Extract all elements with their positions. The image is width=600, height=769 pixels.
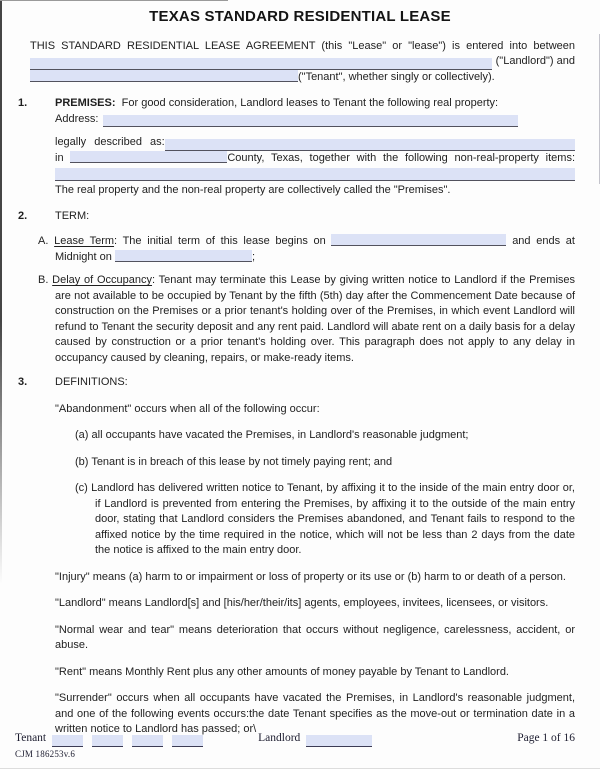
- page-number: Page 1 of 16: [517, 732, 575, 744]
- initials-line: [15, 731, 575, 747]
- section-2-number: 2.: [18, 209, 28, 222]
- tenant-name-field[interactable]: [30, 70, 298, 82]
- county-line: [55, 151, 575, 167]
- lease-term-clause: [38, 234, 575, 265]
- section-2-heading: TERM:: [55, 209, 90, 222]
- landlord-designation-text: ("Landlord") and: [495, 55, 575, 67]
- landlord-initials-label: Landlord: [258, 732, 301, 744]
- lease-term-text-4: ;: [251, 250, 255, 263]
- in-label: in: [55, 151, 64, 164]
- intro-line-2: [30, 54, 575, 70]
- definition-abandonment-intro: "Abandonment" occurs when all of the following occur:: [55, 402, 320, 415]
- clause-b-label: B.: [38, 274, 49, 286]
- section-1-number: 1.: [18, 97, 28, 109]
- item-b-text: Tenant is in breach of this lease by not timely paying rent; and: [91, 455, 393, 468]
- abandonment-item-c: [75, 481, 575, 559]
- tenant-initials-field-4[interactable]: [172, 735, 203, 747]
- definition-surrender: "Surrender" occurs when all occupants have vacated the Premises, in Landlord's reasonable judgment, and one of the following events occurs:the date Tenant specifies as the move-out or termination date in a written notice to Landlord has passed; or\: [55, 692, 575, 735]
- intro-line-1: THIS STANDARD RESIDENTIAL LEASE AGREEMENT (this "Lease" or "lease") is entered into between: [30, 39, 575, 52]
- section-3-heading: DEFINITIONS:: [55, 376, 128, 388]
- definition-landlord: "Landlord" means Landlord[s] and [his/her/their/its] agents, employees, invitees, licensees, or visitors.: [55, 597, 549, 609]
- legal-description-line: [55, 135, 575, 151]
- premises-collective-text: The real property and the non-real property are collectively called the "Premises".: [55, 184, 451, 196]
- item-a-label: (a): [75, 429, 89, 441]
- section-1-heading: PREMISES:: [55, 97, 116, 109]
- non-real-property-items-field[interactable]: [55, 168, 575, 181]
- address-label: Address:: [55, 112, 99, 125]
- intro-line-3: [30, 70, 575, 86]
- lease-term-text-3: Midnight on: [55, 250, 112, 263]
- landlord-initials-field[interactable]: [306, 735, 372, 747]
- page-footer: [15, 731, 575, 762]
- lease-term-text-2: and ends at: [512, 235, 575, 247]
- county-rest-text: County, Texas, together with the following non-real-property items:: [227, 151, 576, 164]
- section-premises: [18, 96, 575, 199]
- delay-of-occupancy-label: Delay of Occupancy: [52, 274, 153, 286]
- section-1-heading-rest: For good consideration, Landlord leases to Tenant the following real property:: [121, 97, 499, 109]
- landlord-name-field[interactable]: [30, 58, 492, 70]
- page-title: TEXAS STANDARD RESIDENTIAL LEASE: [149, 8, 451, 25]
- definition-rent: "Rent" means Monthly Rent plus any other amounts of money payable by Tenant to Landlord.: [55, 665, 509, 678]
- property-address-field[interactable]: [103, 115, 518, 127]
- section-3-number: 3.: [18, 376, 28, 388]
- tenant-designation-text: ("Tenant", whether singly or collectively).: [298, 70, 495, 83]
- legally-described-label: legally described as:: [55, 136, 165, 148]
- item-c-text: Landlord has delivered written notice to Tenant, by affixing it to the inside of the main entry door or, if Landlord is prevented from entering the Premises, by affixing it to the outside of the main entry door, stating that Landlord considers the Premises abandoned, and Tenant fails to respond to the affixed notice by the time required in the notice, which will not be less than 2 days from the date the notice is affixed to the main entry door.: [91, 482, 575, 556]
- county-field[interactable]: [70, 151, 227, 163]
- item-a-text: all occupants have vacated the Premises, in Landlord's reasonable judgment;: [91, 429, 469, 441]
- item-b-label: (b): [75, 455, 89, 468]
- landlord-initials-group: [258, 731, 372, 747]
- definition-injury: "Injury" means (a) harm to or impairment or loss of property or its use or (b) harm to or death of a person.: [55, 570, 566, 583]
- abandonment-item-a: [75, 428, 575, 444]
- tenant-initials-label: Tenant: [15, 732, 47, 744]
- legal-description-field[interactable]: [165, 139, 575, 151]
- document-reference: CJM 186253v.6: [15, 748, 76, 759]
- clause-a-label: A.: [38, 235, 49, 247]
- delay-of-occupancy-clause: [38, 273, 575, 366]
- scan-edge-left: [0, 0, 2, 584]
- lease-term-text-1: : The initial term of this lease begins on: [114, 235, 326, 247]
- tenant-initials-field-3[interactable]: [132, 735, 163, 747]
- intro-paragraph: [30, 39, 575, 86]
- section-term: [18, 209, 575, 367]
- delay-of-occupancy-text: : Tenant may terminate this Lease by giving written notice to Landlord if the Premises are not available to be occupied by Tenant by the fifth (5th) day after the Commencement Date because of construction on the Premises or a prior tenant's holding over of the Premises, in which event Landlord will refund to Tenant the security deposit and any rent paid. Landlord will abate rent on a daily basis for a delay caused by construction or a prior tenant's holding over. This paragraph does not apply to any delay in occupancy caused by cleaning, repairs, or make-ready items.: [55, 274, 576, 364]
- address-line: [55, 112, 575, 128]
- abandonment-item-b: [75, 455, 575, 471]
- lease-term-label: Lease Term: [54, 235, 115, 247]
- scan-edge-top: [0, 0, 228, 1]
- section-definitions: [18, 375, 575, 738]
- lease-begin-date-field[interactable]: [331, 234, 506, 246]
- tenant-initials-field-1[interactable]: [52, 735, 83, 747]
- item-c-label: (c): [75, 482, 88, 494]
- lease-end-date-field[interactable]: [115, 250, 252, 262]
- tenant-initials-field-2[interactable]: [92, 735, 123, 747]
- definition-normal-wear: "Normal wear and tear" means deterioration that occurs without negligence, carelessness, accident, or abuse.: [55, 623, 575, 651]
